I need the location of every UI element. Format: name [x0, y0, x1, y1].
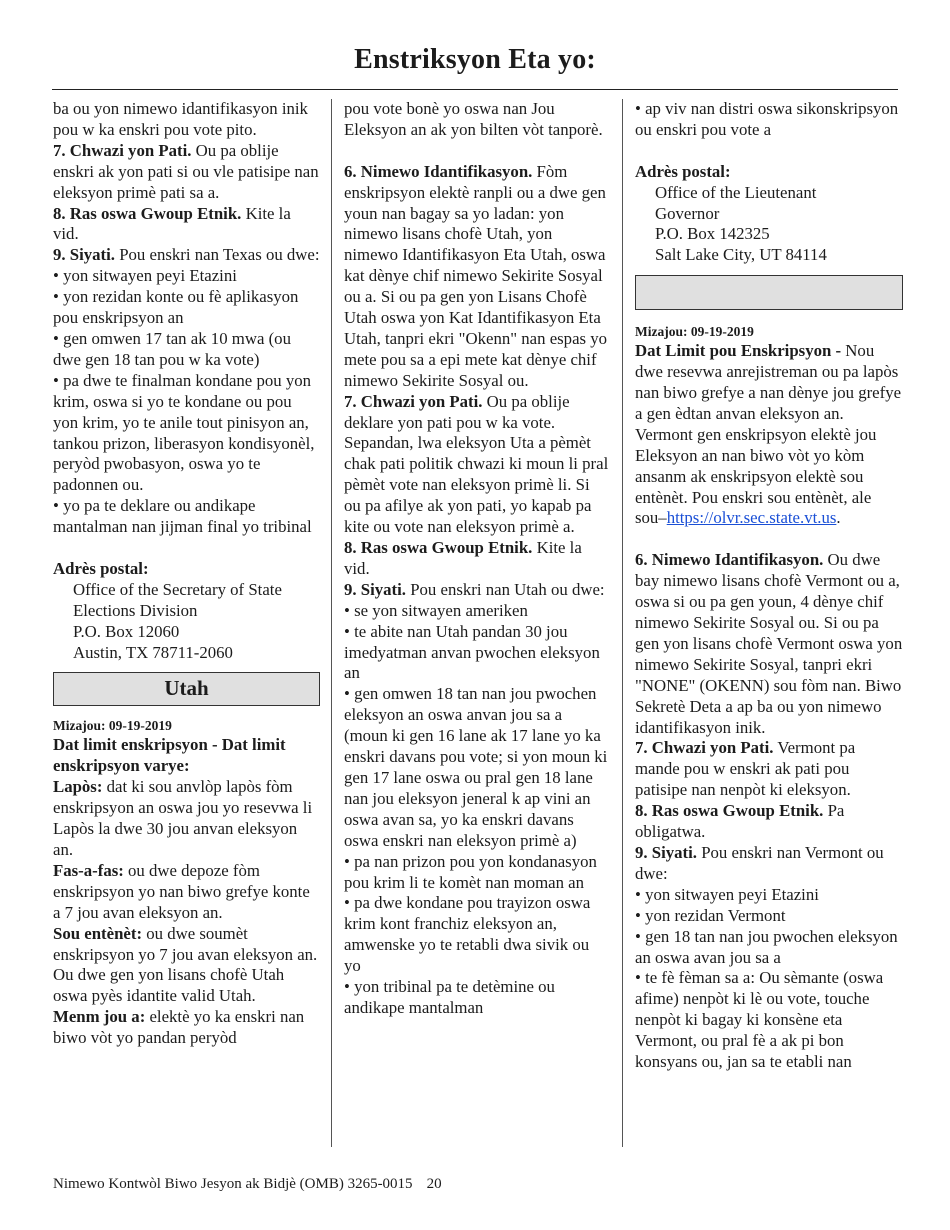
texas-address-line: Office of the Secretary of State [73, 579, 282, 599]
utah-requirement-item: • pa nan prizon pou yon kondanasyon pou krim li te komèt nan moman an [344, 851, 597, 892]
utah-deadline-in-person [53, 861, 320, 924]
utah-requirement-item: • ap viv nan distri oswa sikonskripsyon ou enskri pou vote a [635, 99, 899, 139]
utah-updated-date: Mizajou: 09-19-2019 [53, 718, 172, 734]
vermont-party-section [635, 738, 903, 801]
page-title: Enstriksyon Eta yo: [354, 44, 596, 75]
utah-in-person-text: ou dwe depoze fòm enskripsyon yo nan biwo grefye konte a 7 jou avan eleksyon an. [53, 860, 310, 922]
vermont-signature-heading: 9. Siyati. [635, 842, 698, 862]
vermont-section-header [635, 275, 903, 310]
texas-signature-text: Pou enskri nan Texas ou dwe: [115, 245, 320, 265]
vermont-deadline-end: . [836, 508, 841, 528]
utah-mail-text: dat ki sou anvlòp lapòs fòm enskripsyon an oswa jou yo resevwa li Lapòs la dwe 30 jou anvan eleksyon an. [53, 777, 313, 859]
utah-online-label: Sou entènèt: [53, 923, 143, 943]
vermont-deadline-section [635, 341, 903, 529]
vermont-updated-date: Mizajou: 09-19-2019 [635, 324, 754, 340]
vermont-requirement-item: • te fè fèman sa a: Ou sèmante (oswa afime) nenpòt ki lè ou vote, touche nenpòt ki bagay ki konsène eta Vermont, ou pral fè a ak pi bon konsyans ou, jan sa te etabli nan [635, 968, 884, 1072]
vermont-race-heading: 8. Ras oswa Gwoup Etnik. [635, 801, 824, 821]
vermont-id-section [635, 550, 903, 738]
texas-continued-paragraph: ba ou yon nimewo idantifikasyon inik pou w ka enskri pou vote pito. [53, 99, 308, 139]
utah-mailing-address-label: Adrès postal: [635, 161, 731, 181]
utah-requirement-item: • yon tribinal pa te detèmine ou andikape mantalman [344, 977, 555, 1017]
texas-address-line: Austin, TX 78711-2060 [73, 642, 233, 662]
utah-requirement-item: • gen omwen 18 tan nan jou pwochen eleksyon an oswa anvan jou sa a (moun ki gen 16 lane ak 17 lane yo ka enskri davans pou vote; si yon moun ki gen 17 lane oswa ou pral gen 18 lane nan jou eleksyon jeneral k ap vini an oswa avan sa, yo ka enskri davans oswa enskri nan eleksyon primè a) [344, 684, 608, 850]
utah-address-line: P.O. Box 142325 [655, 224, 770, 244]
footer-omb-control-number: Nimewo Kontwòl Biwo Jesyon ak Bidjè (OMB) 3265-0015 [53, 1176, 413, 1192]
vermont-requirement-item: • yon sitwayen peyi Etazini [635, 884, 819, 904]
utah-address-line: Governor [655, 203, 720, 223]
texas-party-section [53, 141, 320, 204]
utah-continued-paragraph: pou vote bonè yo oswa nan Jou Eleksyon an ak yon bilten vòt tanporè. [344, 99, 603, 139]
vermont-party-text: Vermont pa mande pou w enskri ak pati pou patisipe nan nenpòt ki eleksyon. [635, 738, 856, 800]
texas-signature-section [53, 245, 320, 266]
utah-race-heading: 8. Ras oswa Gwoup Etnik. [344, 538, 533, 558]
vermont-race-text: Pa obligatwa. [635, 801, 845, 842]
utah-requirement-item: • pa dwe kondane pou trayizon oswa krim kont franchiz eleksyon an, amwenske yo te retabli dwa sivik ou yo [344, 893, 591, 976]
texas-address-line: P.O. Box 12060 [73, 621, 180, 641]
utah-signature-heading: 9. Siyati. [344, 579, 407, 599]
utah-address-line: Salt Lake City, UT 84114 [655, 245, 827, 265]
utah-deadline-mail [53, 777, 320, 861]
utah-party-text: Ou pa oblije deklare yon pati pou w ka vote. Sepandan, lwa eleksyon Uta a pèmèt chak pati politik chwazi ki moun li pral pèmèt vote nan eleksyon primè li. Si ou pa afilye ak yon pati, yo kapab pa kite ou vote nan eleksyon primè a. [344, 391, 609, 537]
vermont-requirement-item: • yon rezidan Vermont [635, 905, 786, 925]
utah-deadline-same-day [53, 1007, 320, 1049]
texas-mailing-address-heading [53, 559, 320, 580]
utah-deadline-heading [53, 735, 320, 777]
vermont-online-registration-link[interactable]: https://olvr.sec.state.vt.us [666, 508, 837, 528]
texas-mailing-address-label: Adrès postal: [53, 558, 149, 578]
spacer [635, 529, 903, 550]
texas-signature-heading: 9. Siyati. [53, 245, 116, 265]
utah-id-heading: 6. Nimewo Idantifikasyon. [344, 161, 533, 181]
utah-requirement-item: • se yon sitwayen ameriken [344, 600, 528, 620]
texas-race-section [53, 204, 320, 246]
texas-race-text: Kite la vid. [53, 203, 291, 244]
utah-signature-section [344, 580, 610, 601]
texas-party-text: Ou pa oblije enskri ak yon pati si ou vle patisipe nan eleksyon primè pati sa a. [53, 140, 319, 202]
utah-race-text: Kite la vid. [344, 538, 582, 578]
spacer [53, 538, 320, 559]
utah-mail-label: Lapòs: [53, 777, 103, 797]
utah-online-text: ou dwe soumèt enskripsyon yo 7 jou avan eleksyon an. Ou dwe gen yon lisans chofè Utah oswa pyès idantite valid Utah. [53, 923, 318, 1006]
column-divider-2 [622, 99, 623, 1147]
texas-requirement-item: • yon sitwayen peyi Etazini [53, 266, 237, 286]
texas-requirement-item: • gen omwen 17 tan ak 10 mwa (ou dwe gen 18 tan pou w ka vote) [53, 328, 291, 369]
texas-address-line: Elections Division [73, 600, 198, 620]
utah-address-line: Office of the Lieutenant [655, 182, 817, 202]
texas-race-heading: 8. Ras oswa Gwoup Etnik. [53, 203, 242, 223]
vermont-id-heading: 6. Nimewo Idantifikasyon. [635, 550, 824, 570]
utah-race-section [344, 538, 610, 580]
vermont-id-text: Ou dwe bay nimewo lisans chofè Vermont ou a, oswa si ou pa gen youn, 4 dènye chif nimewo Sekirite Sosyal ou. Si ou pa gen yon lisans chofè Vermont oswa yon nimewo Sekirite Sosyal, tanpri ekri "NONE" (OKENN) sou fòm nan. Biwo Sekretè Deta a ap ba ou yon nimewo idantifikasyon inik. [635, 550, 903, 737]
utah-id-text: Fòm enskripsyon elektè ranpli ou a dwe gen youn nan bagay sa yo ladan: yon nimewo lisans chofè Utah, yon nimewo Idantifikasyon Eta Utah, oswa kat dènye chif nimewo Sekirite Sosyal ou a. Si ou pa gen yon Lisans Chofè Utah oswa yon Kat Idantifikasyon Eta Utah, tanpri ekri "Okenn" nan espas yo mete pou sa a epi mete kat dènye chif nimewo Sekirite Sosyal ou. [344, 161, 608, 390]
utah-same-day-label: Menm jou a: [53, 1007, 146, 1027]
spacer [344, 141, 610, 162]
texas-requirement-item: • yon rezidan konte ou fè aplikasyon pou enskripsyon an [53, 287, 299, 328]
vermont-requirement-item: • gen 18 tan nan jou pwochen eleksyon an oswa avan jou sa a [635, 926, 898, 967]
title-divider [52, 89, 898, 90]
page-number: 20 [426, 1176, 442, 1192]
column-divider-1 [331, 99, 332, 1147]
column-utah-vermont [635, 99, 903, 1073]
utah-section-header: Utah [53, 672, 320, 706]
vermont-deadline-text: Nou dwe resevwa anrejistreman ou pa lapòs nan biwo grefye a nan dènye jou grefye a gen èdtan anvan eleksyon an. Vermont gen enskripsyon elektè jou Eleksyon an nan biwo vòt yo kòm ansanm ak enskripsyon elektè sou entènèt. Pou enskri sou entènèt, ale sou– [635, 341, 902, 528]
vermont-deadline-dash: - [831, 341, 842, 361]
column-utah [344, 99, 610, 1019]
utah-deadline-heading-text: Dat limit enskripsyon - Dat limit enskripsyon varye: [53, 735, 286, 776]
texas-requirement-item: • pa dwe te finalman kondane pou yon krim, oswa si yo te kondane ou pou yon krim, yo te anile tout pinisyon an, tankou prizon, liberasyon kondisyonèl, peryòd pwobasyon, oswa yo te padonnen ou. [53, 370, 315, 495]
vermont-signature-text: Pou enskri nan Vermont ou dwe: [635, 842, 884, 883]
utah-requirement-item: • te abite nan Utah pandan 30 jou imedyatman anvan pwochen eleksyon an [344, 621, 600, 683]
page-footer [53, 1174, 442, 1194]
utah-party-heading: 7. Chwazi yon Pati. [344, 391, 483, 411]
utah-party-section [344, 392, 610, 538]
vermont-signature-section [635, 843, 903, 885]
texas-requirement-item: • yo pa te deklare ou andikape mantalman nan jijman final yo tribinal [53, 496, 312, 537]
vermont-race-section [635, 801, 903, 843]
column-texas-utah [53, 99, 320, 1049]
utah-same-day-text: elektè yo ka enskri nan biwo vòt yo pandan peryòd [53, 1007, 305, 1048]
texas-party-heading: 7. Chwazi yon Pati. [53, 140, 192, 160]
utah-signature-text: Pou enskri nan Utah ou dwe: [406, 579, 605, 599]
utah-in-person-label: Fas-a-fas: [53, 860, 124, 880]
vermont-deadline-heading: Dat Limit pou Enskripsyon [635, 341, 832, 361]
spacer [635, 141, 903, 162]
utah-id-section [344, 162, 610, 392]
utah-deadline-online [53, 924, 320, 1008]
vermont-party-heading: 7. Chwazi yon Pati. [635, 738, 774, 758]
utah-mailing-address-heading [635, 162, 903, 183]
